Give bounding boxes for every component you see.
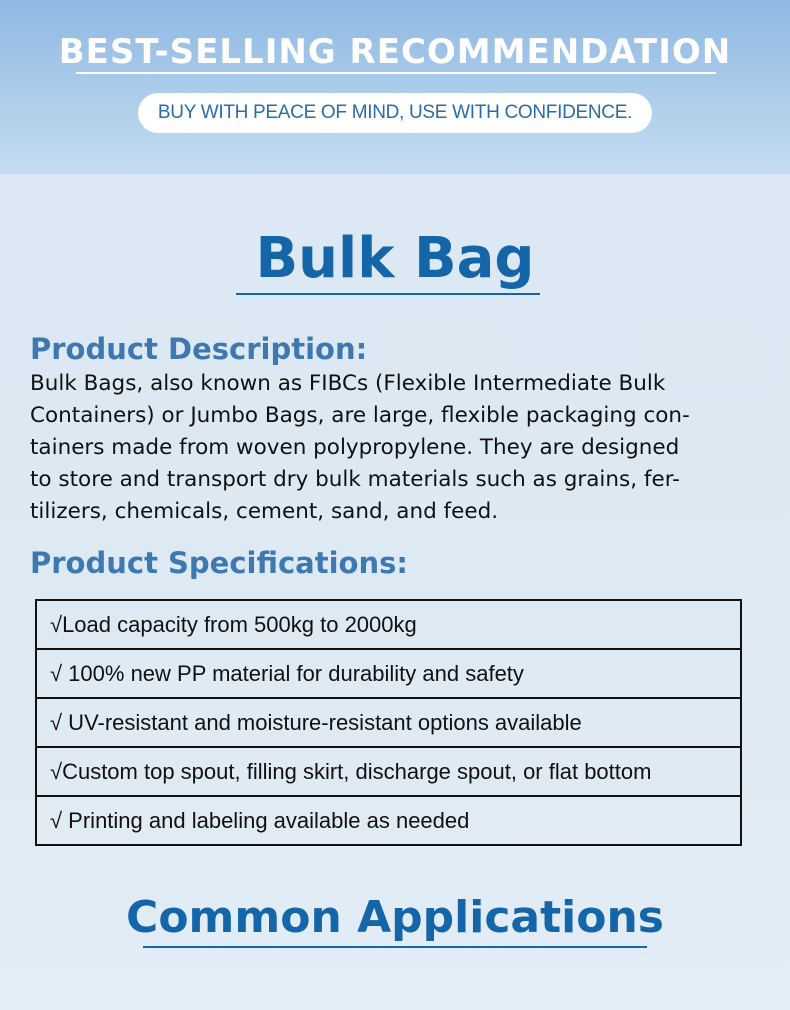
description-line: Bulk Bags, also known as FIBCs (Flexible Intermediate Bulk <box>30 371 666 396</box>
spec-row-custom-options: √Custom top spout, filling skirt, discharge spout, or flat bottom <box>37 748 740 797</box>
description-text <box>30 368 765 528</box>
spec-row-uv-resistant: √ UV-resistant and moisture-resistant options available <box>37 699 740 748</box>
spec-row-load-capacity: √Load capacity from 500kg to 2000kg <box>37 601 740 650</box>
description-heading: Product Description: <box>30 332 368 366</box>
spec-row-printing: √ Printing and labeling available as needed <box>37 797 740 846</box>
description-line: Containers) or Jumbo Bags, are large, flexible packaging con- <box>30 403 690 428</box>
applications-title-underline <box>143 946 647 948</box>
product-title: Bulk Bag <box>255 226 535 291</box>
product-title-underline <box>236 293 540 295</box>
description-line: tainers made from woven polypropylene. They are designed <box>30 435 680 460</box>
header-banner <box>0 0 790 174</box>
description-line: tilizers, chemicals, cement, sand, and feed. <box>30 499 499 524</box>
banner-tagline-pill: BUY WITH PEACE OF MIND, USE WITH CONFIDENCE. <box>138 93 652 133</box>
description-line: to store and transport dry bulk materials such as grains, fer- <box>30 467 680 492</box>
specifications-heading: Product Specifications: <box>30 546 408 580</box>
banner-title: BEST-SELLING RECOMMENDATION <box>58 32 732 72</box>
specifications-table <box>35 599 742 846</box>
applications-title: Common Applications <box>126 892 664 943</box>
spec-row-material: √ 100% new PP material for durability and safety <box>37 650 740 699</box>
banner-title-underline <box>76 72 716 74</box>
